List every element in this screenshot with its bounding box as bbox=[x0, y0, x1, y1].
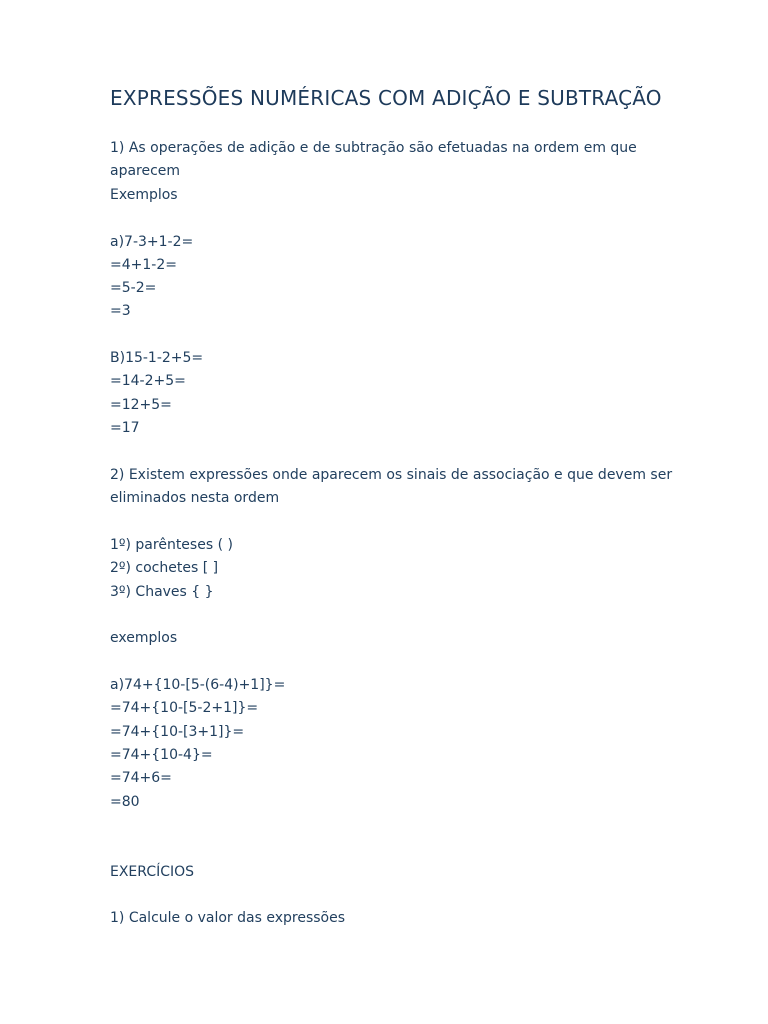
example-b-step-1: B)15-1-2+5= bbox=[110, 350, 204, 366]
examples-label-2: exemplos bbox=[110, 630, 178, 646]
examples-label: Exemplos bbox=[110, 187, 178, 203]
example-b-step-2: =14-2+5= bbox=[110, 373, 186, 389]
rule-2-text: 2) Existem expressões onde aparecem os sinais de associação e que devem ser bbox=[110, 467, 673, 483]
order-item-brackets: 2º) cochetes [ ] bbox=[110, 560, 219, 576]
example-b-result: =17 bbox=[110, 420, 140, 436]
example-2a-step-5: =74+6= bbox=[110, 770, 172, 786]
example-2a-step-3: =74+{10-[3+1]}= bbox=[110, 724, 245, 740]
rule-2-continuation: eliminados nesta ordem bbox=[110, 490, 280, 506]
example-b-step-3: =12+5= bbox=[110, 397, 172, 413]
order-item-braces: 3º) Chaves { } bbox=[110, 584, 214, 600]
example-2a-step-1: a)74+{10-[5-(6-4)+1]}= bbox=[110, 677, 286, 693]
exercise-1-text: 1) Calcule o valor das expressões bbox=[110, 910, 345, 926]
example-2a-step-2: =74+{10-[5-2+1]}= bbox=[110, 700, 259, 716]
example-2a-result: =80 bbox=[110, 794, 140, 810]
rule-1-continuation: aparecem bbox=[110, 163, 181, 179]
page-title: EXPRESSÕES NUMÉRICAS COM ADIÇÃO E SUBTRAÇÃO bbox=[110, 86, 662, 110]
rule-1-text: 1) As operações de adição e de subtração são efetuadas na ordem em que bbox=[110, 140, 637, 156]
exercises-heading: EXERCÍCIOS bbox=[110, 864, 195, 880]
example-2a-step-4: =74+{10-4}= bbox=[110, 747, 213, 763]
example-a-step-3: =5-2= bbox=[110, 280, 157, 296]
example-a-step-2: =4+1-2= bbox=[110, 257, 177, 273]
order-item-parentheses: 1º) parênteses ( ) bbox=[110, 537, 233, 553]
example-a-step-1: a)7-3+1-2= bbox=[110, 234, 194, 250]
example-a-result: =3 bbox=[110, 303, 131, 319]
